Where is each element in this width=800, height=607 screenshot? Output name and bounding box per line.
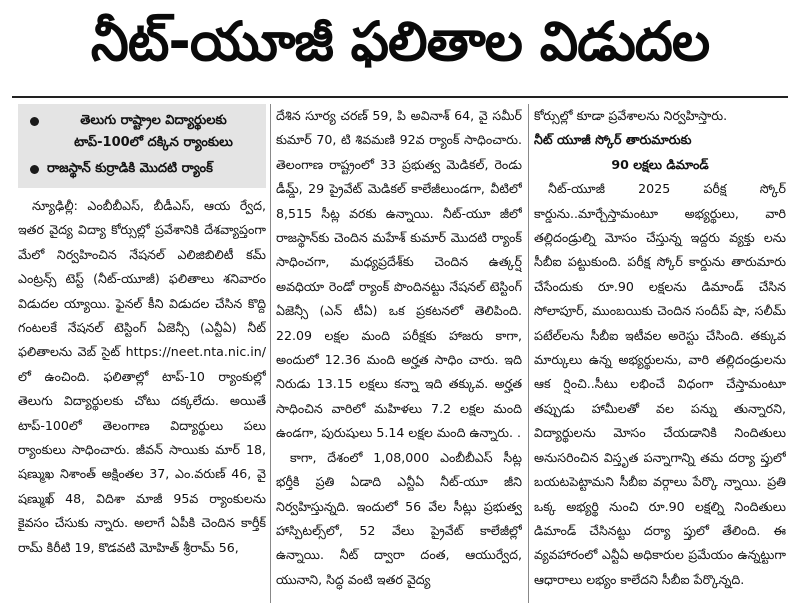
body-paragraph: కాగా, దేశంలో 1,08,000 ఎంబీబీఎస్ సీట్ల భర్తీకి ప్రతి ఏడాది ఎన్టీఏ నీట్-యూ జీని నిర్వహిస్తున్నది. ఇందులో 56 వేల సీట్లు ప్రభుత్వ హాస్పిటల్స్‌లో, 52 వేలు ప్రైవేట్ కాలేజీల్లో ఉన్నాయి. నీట్ ద్వారా దంత, ఆయుర్వేద, యునాని, సిద్ధ వంటి ఇతర వైద్య (276, 449, 522, 587)
column-2 (276, 104, 522, 603)
subheading: 90 లక్షలు డిమాండ్ (611, 156, 709, 172)
column-3 (534, 104, 786, 603)
body-paragraph: కోర్సుల్లో కూడా ప్రవేశాలను నిర్వహిస్తారు. (534, 108, 728, 123)
subheading: నీట్ యూజీ స్కోర్ తారుమారుకు (534, 132, 692, 148)
column-divider-1 (270, 104, 271, 603)
highlights-box (18, 104, 266, 188)
headline-rule (12, 96, 788, 98)
body-paragraph: న్యూఢిల్లీ: ఎంబీబీఎస్, బీడీఎస్, ఆయ ర్వేద, ఇతర వైద్య విద్యా కోర్సుల్లో ప్రవేశానికి దేశవ్యాప్తంగా మేలో నిర్వహించిన నేషనల్ ఎలిజిబిలిటీ కమ్ ఎంట్రన్స్ టెస్ట్ (నీట్-యూజీ) ఫలితాలు శనివారం విడుదల య్యాయి. ఫైనల్ కీని విడుదల చేసిన కొద్ది గంటలకే నేషనల్ టెస్టింగ్ ఏజెన్సీ (ఎన్టీఏ) నీట్ ఫలితాలను వెబ్ సైట్ https://neet.nta.nic.in/ లో ఉంచింది. ఫలితాల్లో టాప్-10 ర్యాంకుల్లో తెలుగు విద్యార్థులకు చోటు దక్కలేదు. అయితే టాప్-100లో తెలంగాణ విద్యార్థులు పలు ర్యాంకులు సాధించారు. జీవన్ సాయికు మార్ 18, షణ్ముఖ నిశాంత్ అక్షింతల 37, ఎం.వరుణ్ 46, వై షణ్ముఖ్ 48, విదిశా మాజీ 95వ ర్యాంకులను కైవసం చేసుకు న్నారు. అలాగే ఏపీకి చెందిన కార్తీక్ రామ్ కిరీటి 19, కొడవటి మోహిత్ శ్రీరామ్ 56, (18, 198, 266, 555)
body-paragraph: దేశిన సూర్య చరణ్ 59, పి అవినాశ్ 64, వై సమీర్ కుమార్ 70, టి శివమణి 92వ ర్యాంక్ సాధించారు. తెలంగాణ రాష్ట్రంలో 33 ప్రభుత్వ మెడికల్, రెండు డీమ్డ్, 29 ప్రైవేట్ మెడికల్ కాలేజీలుండగా, వీటిలో 8,515 సీట్ల వరకు ఉన్నాయి. నీట్-యూ జీలో రాజస్థాన్‌కు చెందిన మహేశ్ కుమార్ మొదటి ర్యాంక్ సాధించగా, మధ్యప్రదేశ్‌కు చెందిన ఉత్కర్ష్ అవధియా రెండో ర్యాంక్ పొందినట్టు నేషనల్ టెస్టింగ్ ఏజెన్సీ (ఎన్ టీఏ) ఒక ప్రకటనలో తెలిపింది. 22.09 లక్షల మంది పరీక్షకు హాజరు కాగా, అందులో 12.36 మంది అర్హత సాధిం చారు. ఇది నిరుడు 13.15 లక్షలు కన్నా ఇది తక్కువ. అర్హత సాధించిన వారిలో మహిళలు 7.2 లక్షల మంది ఉండగా, పురుషులు 5.14 లక్షల మంది ఉన్నారు. . (276, 108, 522, 441)
headline: నీట్-యూజీ ఫలితాల విడుదల (90, 9, 710, 73)
column-divider-2 (528, 104, 529, 603)
bullet-icon (30, 165, 39, 174)
highlight-text: తెలుగు రాష్ట్రాల విద్యార్థులకు టాప్-100లో దక్కిన ర్యాంకులు (74, 113, 233, 150)
highlight-text: రాజస్థాన్ కుర్రాడికి మొదటి ర్యాంక్ (47, 161, 213, 176)
bullet-icon (30, 117, 39, 126)
highlight-item (24, 110, 260, 154)
highlight-item (24, 158, 260, 180)
body-paragraph: నీట్-యూజీ 2025 పరీక్ష స్కోర్ కార్డును..మార్చేస్తామంటూ అభ్యర్థులు, వారి తల్లిదండ్రుల్ని మోసం చేస్తున్న ఇద్దరు వ్యక్తు లను సీబీఐ పట్టుకుంది. పరీక్ష స్కోర్ కార్డును తారుమారు చేసేందుకు రూ.90 లక్షలను డిమాండ్ చేసిన సోలాపూర్, ముంబయికు చెందిన సందీప్ షా, సలీమ్ పటేల్‌లను సీబీఐ ఇటీవల అరెస్టు చేసింది. తక్కువ మార్కులు ఉన్న అభ్యర్థులను, వారి తల్లిదండ్రులను ఆక ర్షించి..సీటు లభించే విధంగా చేస్తామంటూ తప్పుడు హామీలతో వల పన్ను తున్నారని, విద్యార్థులను మోసం చేయడానికి నిందితులు అనుసరించిన విస్తృత పన్నాగాన్ని తమ దర్యా ప్తులో బయటపెట్టామని సీబీఐ వర్గాలు పేర్కొ న్నాయి. ప్రతి ఒక్క అభ్యర్థి నుంచి రూ.90 లక్షల్ని నిందితులు డిమాండ్ చేసినట్టు దర్యా ప్తులో తేలింది. ఈ వ్యవహారంలో ఎన్టీఏ అధికారుల ప్రమేయం ఉన్నట్టుగా ఆధారాలు లభ్యం కాలేదని సీబీఐ పేర్కొన్నది. (534, 181, 786, 587)
column-1 (18, 104, 266, 603)
